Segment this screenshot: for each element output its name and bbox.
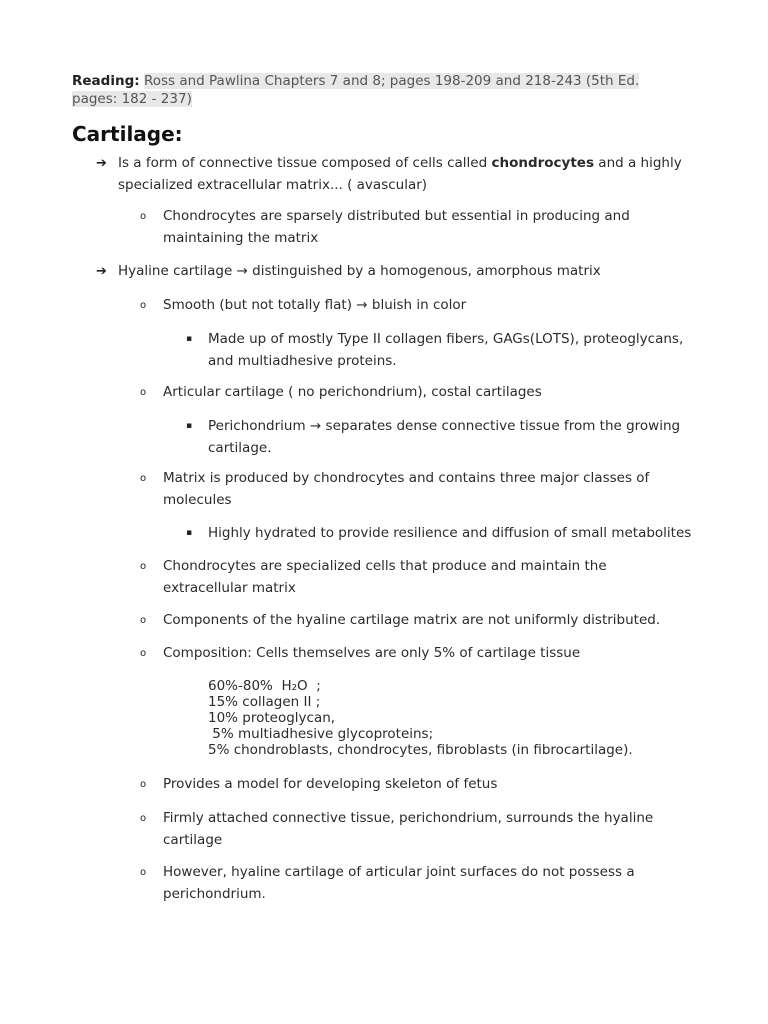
list-item	[140, 382, 683, 404]
circle-bullet-icon: o	[140, 300, 147, 311]
square-bullet-icon: ▪	[186, 528, 193, 538]
arrow-bullet-icon: ➔	[96, 156, 107, 171]
item-text: Chondrocytes are specialized cells that produce and maintain the extracellular matrix	[163, 558, 607, 596]
reading-label: Reading:	[72, 73, 140, 89]
arrow-bullet-icon: ➔	[96, 264, 107, 279]
list-item	[186, 329, 698, 372]
item-text: Highly hydrated to provide resilience and diffusion of small metabolites	[208, 525, 692, 541]
circle-bullet-icon: o	[140, 648, 147, 659]
circle-bullet-icon: o	[140, 473, 147, 484]
item-text: Is a form of connective tissue composed of cells called	[118, 155, 492, 171]
page-title: Cartilage:	[72, 122, 183, 146]
composition-line: 5% chondroblasts, chondrocytes, fibroblasts (in fibrocartilage).	[208, 742, 633, 758]
circle-bullet-icon: o	[140, 387, 147, 398]
composition-line: 10% proteoglycan,	[208, 710, 336, 726]
item-text: Perichondrium → separates dense connective tissue from the growing cartilage.	[208, 418, 681, 456]
item-text: and a highly specialized extracellular matrix... ( avascular)	[118, 155, 682, 193]
circle-bullet-icon: o	[140, 615, 147, 626]
composition-line: 15% collagen II ;	[208, 694, 321, 710]
list-item	[140, 808, 683, 851]
list-item	[140, 610, 683, 632]
list-item	[140, 862, 683, 905]
reading-text: Ross and Pawlina Chapters 7 and 8; pages 198-209 and 218-243 (5th Ed. pages: 182 - 237)	[72, 73, 640, 107]
square-bullet-icon: ▪	[186, 421, 193, 431]
list-item	[186, 523, 698, 545]
item-text: Made up of mostly Type II collagen fibers, GAGs(LOTS), proteoglycans, and multiadhesive proteins.	[208, 331, 684, 369]
list-item	[96, 153, 698, 196]
circle-bullet-icon: o	[140, 211, 147, 222]
list-item	[96, 261, 698, 283]
item-text: Firmly attached connective tissue, perichondrium, surrounds the hyaline cartilage	[163, 810, 654, 848]
composition-line: 60%-80% H₂O ;	[208, 678, 321, 694]
list-item	[140, 643, 683, 665]
circle-bullet-icon: o	[140, 779, 147, 790]
list-item	[140, 468, 683, 511]
item-text: Provides a model for developing skeleton of fetus	[163, 776, 498, 792]
item-text: Hyaline cartilage → distinguished by a homogenous, amorphous matrix	[118, 263, 601, 279]
composition-line: 5% multiadhesive glycoproteins;	[208, 726, 434, 742]
item-text: Composition: Cells themselves are only 5% of cartilage tissue	[163, 645, 581, 661]
item-text: Components of the hyaline cartilage matrix are not uniformly distributed.	[163, 612, 661, 628]
circle-bullet-icon: o	[140, 561, 147, 572]
list-item	[140, 295, 683, 317]
reading-line	[72, 72, 688, 108]
circle-bullet-icon: o	[140, 867, 147, 878]
item-text: However, hyaline cartilage of articular joint surfaces do not possess a perichondrium.	[163, 864, 635, 902]
item-text: Matrix is produced by chondrocytes and contains three major classes of molecules	[163, 470, 650, 508]
item-text: Articular cartilage ( no perichondrium), costal cartilages	[163, 384, 542, 400]
list-item	[140, 774, 683, 796]
list-item	[186, 416, 698, 459]
square-bullet-icon: ▪	[186, 334, 193, 344]
composition-list	[208, 678, 633, 758]
list-item	[140, 206, 683, 249]
item-text: Smooth (but not totally flat) → bluish in color	[163, 297, 467, 313]
item-bold-term: chondrocytes	[491, 155, 594, 171]
item-text: Chondrocytes are sparsely distributed but essential in producing and maintaining the matrix	[163, 208, 630, 246]
circle-bullet-icon: o	[140, 813, 147, 824]
list-item	[140, 556, 683, 599]
